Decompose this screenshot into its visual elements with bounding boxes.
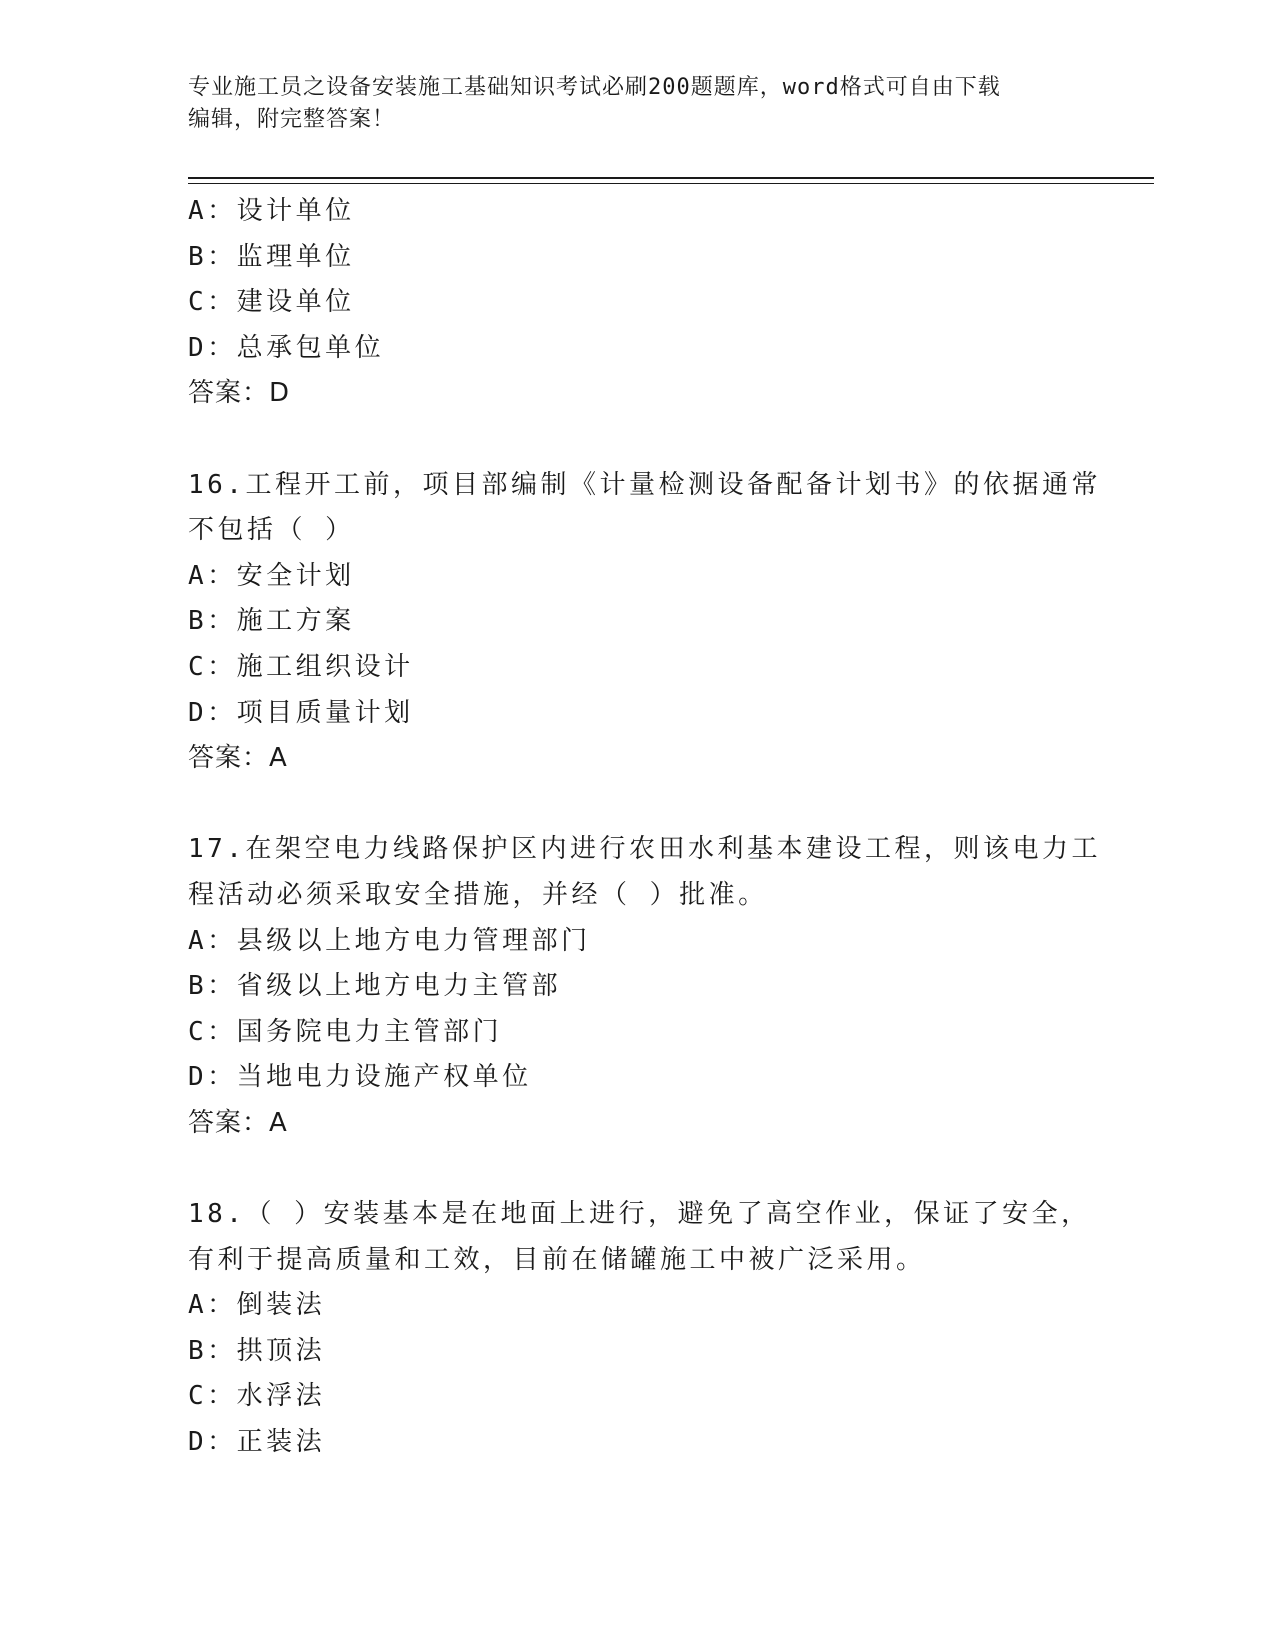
option-b: B：施工方案 xyxy=(188,606,355,637)
option-a: A：倒装法 xyxy=(188,1290,326,1321)
spacer xyxy=(188,782,1088,828)
header-title-line-1: 专业施工员之设备安装施工基础知识考试必刷200题题库，word格式可自由下载 xyxy=(188,75,1001,100)
question-17 xyxy=(188,827,1101,1146)
option-b: B：省级以上地方电力主管部 xyxy=(188,971,562,1002)
option-a: A：安全计划 xyxy=(188,560,355,591)
document-header xyxy=(188,72,1088,136)
question-stem-line: 有利于提高质量和工效，目前在储罐施工中被广泛采用。 xyxy=(188,1244,926,1275)
option-a: A：县级以上地方电力管理部门 xyxy=(188,925,591,956)
question-16 xyxy=(188,463,1101,782)
header-title-line-2: 编辑，附完整答案！ xyxy=(188,107,396,132)
option-c: C：施工组织设计 xyxy=(188,651,414,682)
question-stem-line: 16.工程开工前，项目部编制《计量检测设备配备计划书》的依据通常 xyxy=(188,469,1101,500)
question-stem-line: 18.（ ）安装基本是在地面上进行，避免了高空作业，保证了安全， xyxy=(188,1199,1091,1230)
question-stem-line: 程活动必须采取安全措施，并经（ ）批准。 xyxy=(188,879,768,910)
option-d: D：总承包单位 xyxy=(188,332,385,363)
option-d: D：正装法 xyxy=(188,1427,326,1458)
question-18 xyxy=(188,1192,1091,1466)
option-b: B：监理单位 xyxy=(188,241,355,272)
header-divider-thin xyxy=(188,183,1154,184)
spacer xyxy=(188,417,1088,463)
option-d: D：当地电力设施产权单位 xyxy=(188,1062,532,1093)
question-stem-line: 不包括（ ） xyxy=(188,515,355,546)
question-stem-line: 17.在架空电力线路保护区内进行农田水利基本建设工程，则该电力工 xyxy=(188,834,1101,865)
spacer xyxy=(188,1146,1088,1192)
question-15 xyxy=(188,189,1088,417)
option-d: D：项目质量计划 xyxy=(188,697,414,728)
option-a: A：设计单位 xyxy=(188,196,355,226)
option-c: C：水浮法 xyxy=(188,1381,326,1412)
answer: 答案：D xyxy=(188,378,291,409)
question-list xyxy=(188,189,1101,1466)
option-c: C：建设单位 xyxy=(188,287,355,318)
answer: 答案：A xyxy=(188,1107,288,1138)
answer: 答案：A xyxy=(188,743,288,774)
option-b: B：拱顶法 xyxy=(188,1335,326,1366)
header-divider-thick xyxy=(188,177,1154,179)
option-c: C：国务院电力主管部门 xyxy=(188,1016,503,1047)
